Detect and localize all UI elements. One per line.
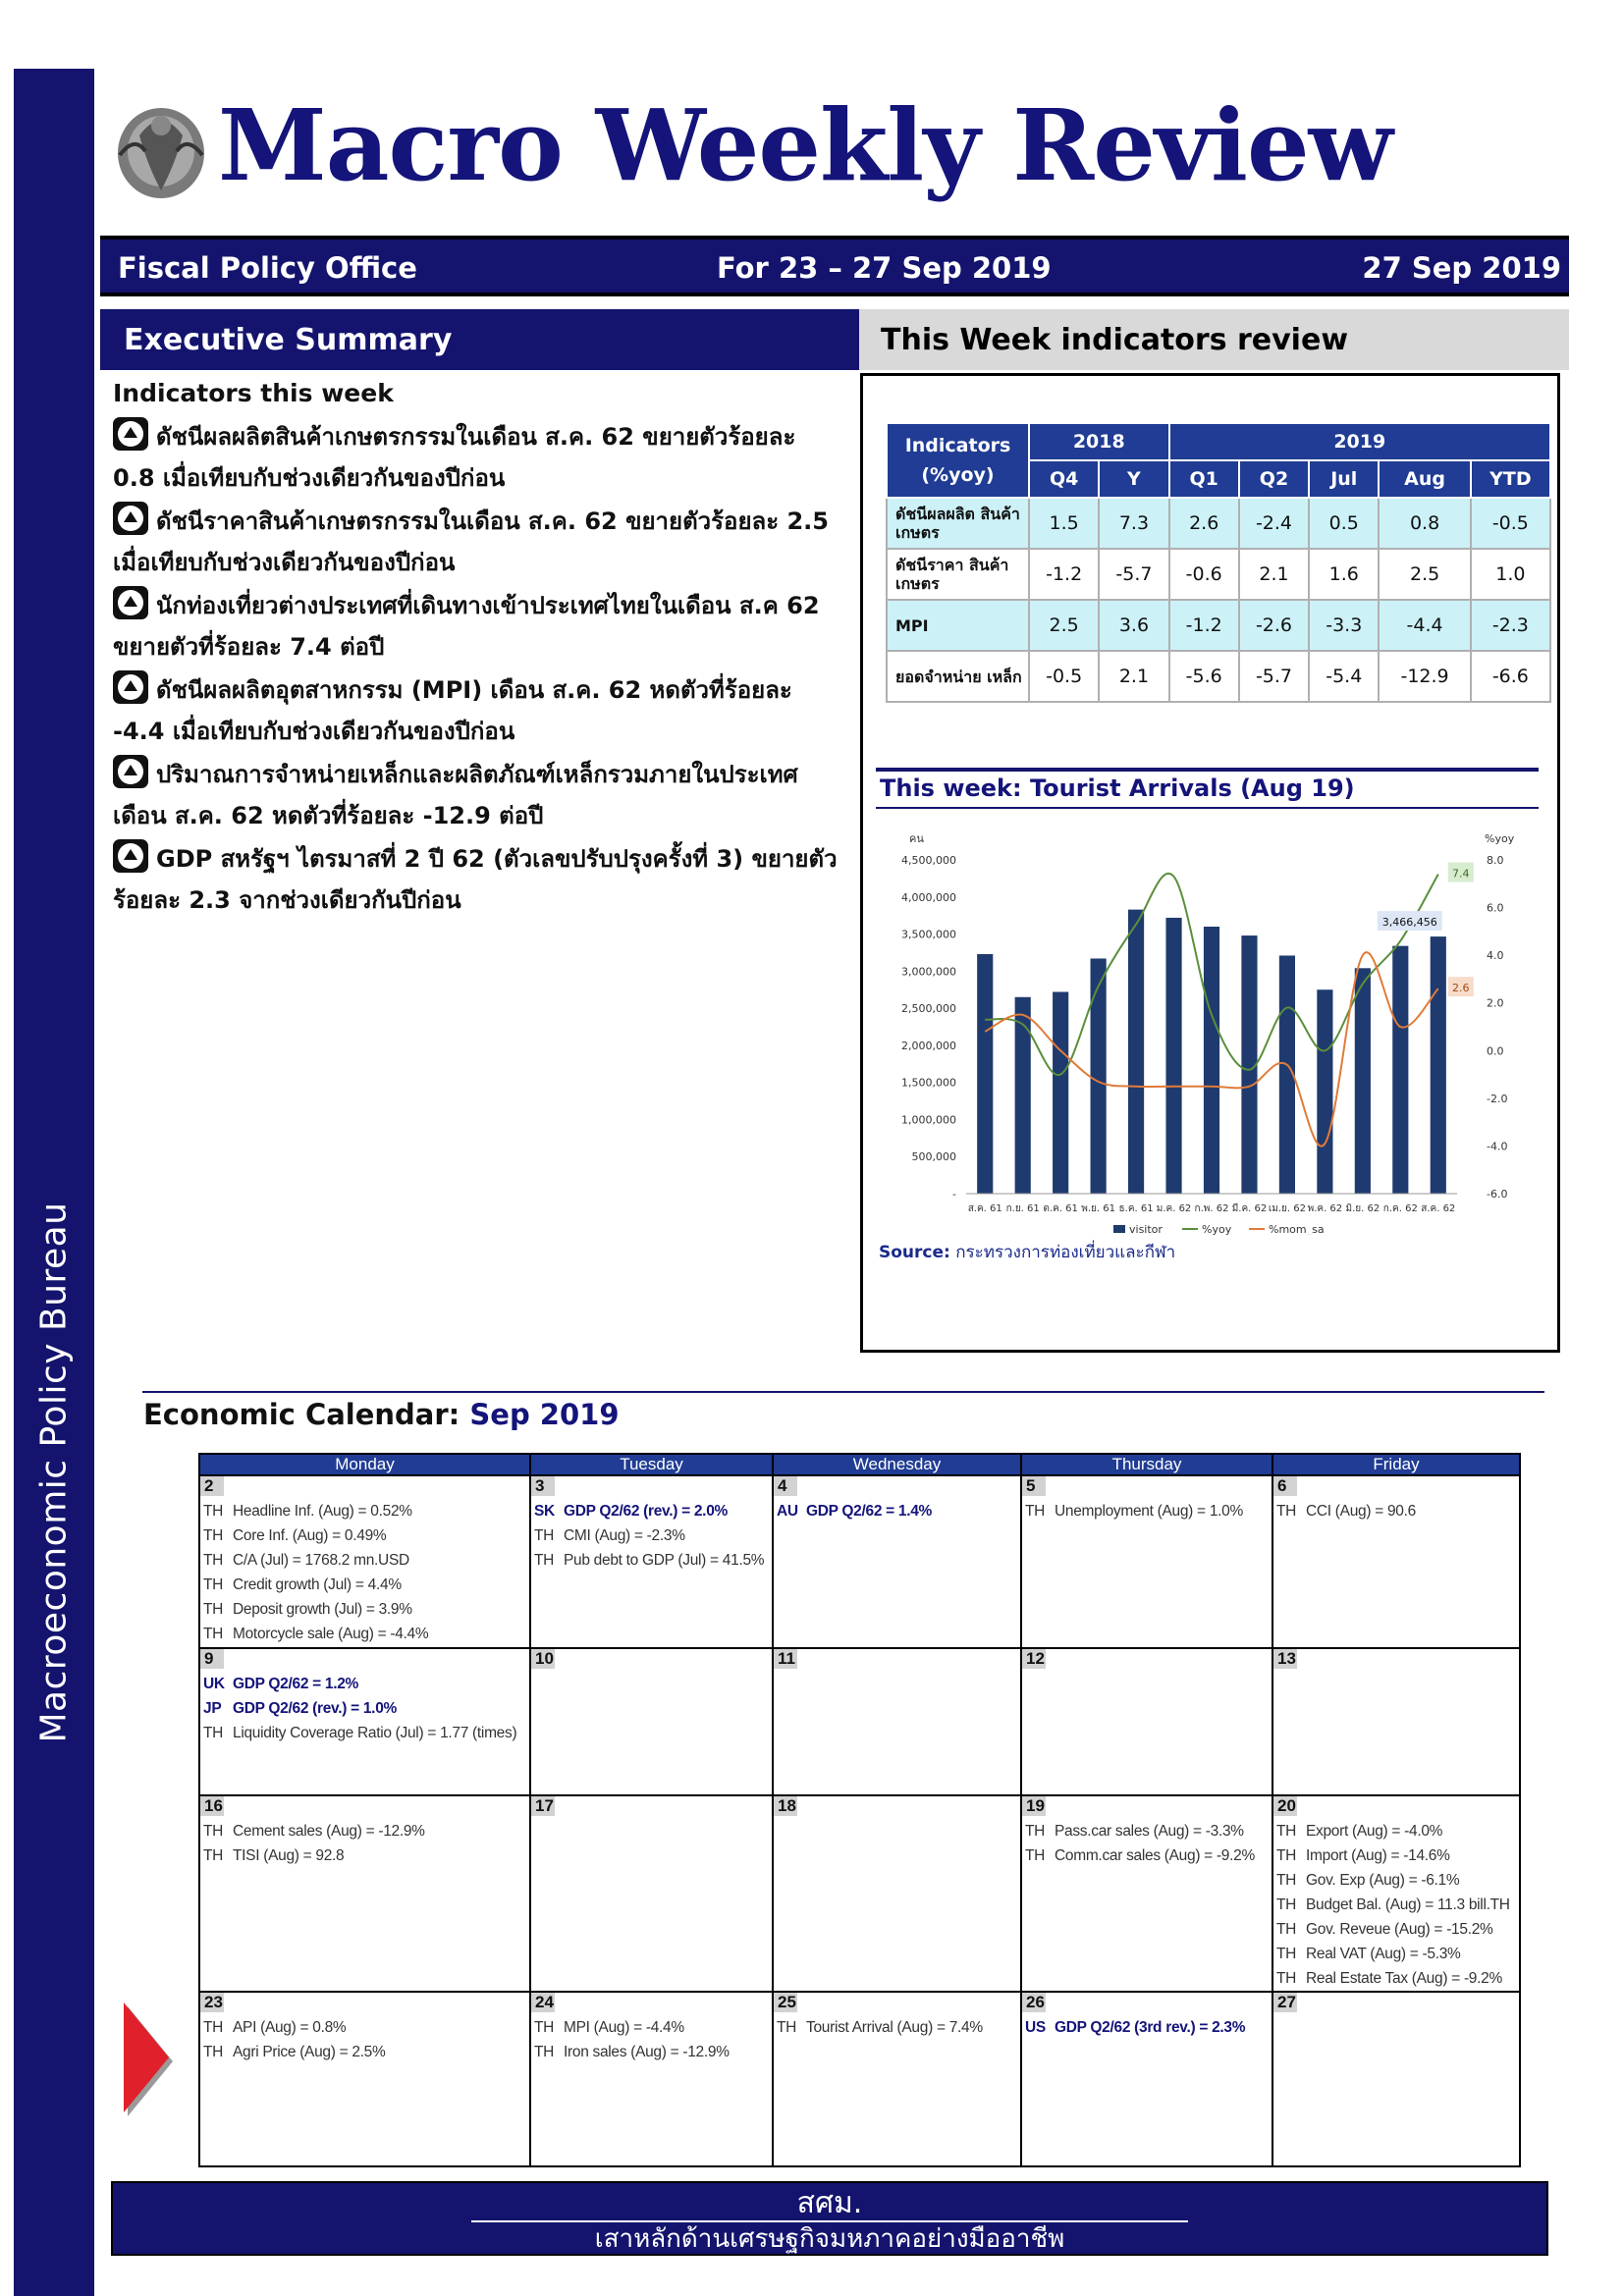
x-tick-label: ก.ค. 62 xyxy=(1382,1203,1418,1214)
country-code: TH xyxy=(203,1847,224,1864)
sidebar-band xyxy=(14,69,94,2296)
up-arrow-icon xyxy=(113,586,148,619)
event-text: Pass.car sales (Aug) = -3.3% xyxy=(1055,1823,1244,1840)
calendar-event xyxy=(1022,1843,1272,1868)
summary-item: ดัชนีราคาสินค้าเกษตรกรรมในเดือน ส.ค. 62 ขยายตัวร้อยละ 2.5 เมื่อเทียบกับช่วงเดียวกันของปีก่อน xyxy=(113,501,844,583)
y-tick-label: 2,000,000 xyxy=(901,1039,956,1052)
indicator-value: -1.2 xyxy=(1029,549,1099,600)
event-text: Unemployment (Aug) = 1.0% xyxy=(1055,1503,1243,1520)
header-bar xyxy=(100,236,1569,296)
calendar-event xyxy=(1273,1819,1519,1843)
calendar-event xyxy=(200,1843,529,1868)
event-text: GDP Q2/62 = 1.2% xyxy=(233,1676,359,1692)
calendar-day xyxy=(1021,1992,1272,2166)
event-text: MPI (Aug) = -4.4% xyxy=(564,2019,684,2036)
calendar-day xyxy=(199,1795,530,1992)
country-code: TH xyxy=(1276,1896,1297,1913)
country-code: TH xyxy=(534,2044,555,2060)
x-tick-label: ธ.ค. 61 xyxy=(1118,1203,1154,1214)
country-code: TH xyxy=(1276,1970,1297,1987)
calendar-day xyxy=(530,1475,773,1648)
calendar-day xyxy=(530,1795,773,1992)
indicator-value: -12.9 xyxy=(1379,651,1470,702)
chart-source: Source: กระทรวงการท่องเที่ยวและกีฬา xyxy=(879,1243,1176,1262)
day-number: 24 xyxy=(531,1993,555,2012)
indicators-review-header: This Week indicators review xyxy=(859,309,1569,370)
x-tick-label: พ.ค. 62 xyxy=(1307,1203,1343,1214)
visitor-bar xyxy=(1053,991,1068,1194)
visitor-bar xyxy=(1317,989,1332,1194)
country-code: TH xyxy=(203,1552,224,1569)
calendar-event xyxy=(200,1523,529,1548)
country-code: TH xyxy=(1025,1823,1046,1840)
executive-summary-header: Executive Summary xyxy=(100,309,859,370)
y2-tick-label: 4.0 xyxy=(1487,949,1504,963)
y-tick-label: 1,500,000 xyxy=(901,1076,956,1090)
y-axis-label: คน xyxy=(909,832,924,845)
period-column-header: Y xyxy=(1099,460,1168,498)
y2-tick-label: -6.0 xyxy=(1487,1188,1508,1201)
x-tick-label: มี.ค. 62 xyxy=(1231,1203,1268,1214)
calendar-week xyxy=(199,1992,1520,2166)
country-code: TH xyxy=(534,1527,555,1544)
calendar-event xyxy=(200,1548,529,1573)
event-text: Gov. Exp (Aug) = -6.1% xyxy=(1306,1872,1460,1889)
calendar-event xyxy=(200,2040,529,2064)
event-text: Budget Bal. (Aug) = 11.3 bill.TH xyxy=(1306,1896,1510,1913)
calendar-event xyxy=(774,1499,1020,1523)
visitor-bar xyxy=(1355,968,1371,1194)
chart-title-rule xyxy=(876,807,1539,809)
event-text: Export (Aug) = -4.0% xyxy=(1306,1823,1443,1840)
country-code: TH xyxy=(203,2019,224,2036)
country-code: TH xyxy=(1276,1872,1297,1889)
event-text: Tourist Arrival (Aug) = 7.4% xyxy=(806,2019,983,2036)
calendar-day xyxy=(1272,1475,1520,1648)
country-code: TH xyxy=(1025,1503,1046,1520)
visitor-bar xyxy=(1128,910,1144,1194)
indicator-row xyxy=(887,549,1550,600)
calendar-event xyxy=(531,2040,772,2064)
country-code: AU xyxy=(777,1503,798,1520)
calendar-day xyxy=(199,1475,530,1648)
indicator-value: -2.6 xyxy=(1239,600,1309,651)
calendar-week xyxy=(199,1475,1520,1648)
country-code: TH xyxy=(1276,1503,1297,1520)
calendar-event xyxy=(1022,2015,1272,2040)
footer-slogan: เสาหลักด้านเศรษฐกิจมหภาคอย่างมืออาชีพ xyxy=(594,2224,1065,2254)
day-number: 4 xyxy=(774,1476,797,1496)
up-arrow-icon xyxy=(113,839,148,873)
y2-tick-label: 0.0 xyxy=(1487,1044,1504,1058)
country-code: US xyxy=(1025,2019,1046,2036)
country-code: TH xyxy=(203,1626,224,1642)
calendar-event xyxy=(200,1597,529,1622)
event-text: Pub debt to GDP (Jul) = 41.5% xyxy=(564,1552,765,1569)
y-tick-label: 1,000,000 xyxy=(901,1113,956,1127)
year-2019-header: 2019 xyxy=(1169,423,1550,460)
y-tick-label: - xyxy=(952,1188,956,1201)
calendar-event xyxy=(200,1499,529,1523)
calendar-event xyxy=(1273,1868,1519,1893)
calendar-day xyxy=(530,1992,773,2166)
up-arrow-icon xyxy=(113,755,148,788)
event-text: GDP Q2/62 (3rd rev.) = 2.3% xyxy=(1055,2019,1246,2036)
country-code: TH xyxy=(1025,1847,1046,1864)
calendar-event xyxy=(1273,1942,1519,1966)
summary-list xyxy=(113,416,844,923)
day-number: 20 xyxy=(1273,1796,1297,1816)
calendar-event xyxy=(1273,1843,1519,1868)
indicators-column-header: Indicators (%yoy) xyxy=(887,423,1029,498)
event-text: Headline Inf. (Aug) = 0.52% xyxy=(233,1503,412,1520)
day-number: 10 xyxy=(531,1649,555,1669)
calendar-day xyxy=(199,1992,530,2166)
legend-mom: %mom_sa xyxy=(1269,1223,1325,1235)
calendar-event xyxy=(531,2015,772,2040)
event-text: Credit growth (Jul) = 4.4% xyxy=(233,1576,402,1593)
legend-visitor: visitor xyxy=(1129,1223,1163,1235)
calendar-event xyxy=(1273,1966,1519,1991)
event-text: Motorcycle sale (Aug) = -4.4% xyxy=(233,1626,429,1642)
indicator-value: 2.1 xyxy=(1239,549,1309,600)
country-code: JP xyxy=(203,1700,222,1717)
country-code: TH xyxy=(203,1725,224,1741)
y2-tick-label: 8.0 xyxy=(1487,854,1504,867)
chart-top-rule xyxy=(876,768,1539,772)
calendar-event xyxy=(1022,1819,1272,1843)
summary-item: นักท่องเที่ยวต่างประเทศที่เดินทางเข้าประเทศไทยในเดือน ส.ค 62 ขยายตัวที่ร้อยละ 7.4 ต่อปี xyxy=(113,585,844,667)
period-column-header: Jul xyxy=(1309,460,1379,498)
indicator-row xyxy=(887,651,1550,702)
calendar-event xyxy=(200,1819,529,1843)
y-tick-label: 500,000 xyxy=(911,1150,956,1164)
calendar-event xyxy=(200,1672,529,1696)
period-column-header: Q4 xyxy=(1029,460,1099,498)
visitor-bar xyxy=(977,954,993,1194)
indicator-name: ดัชนีผลผลิต สินค้าเกษตร xyxy=(887,498,1029,549)
x-tick-label: ก.ย. 61 xyxy=(1005,1203,1040,1214)
indicator-row xyxy=(887,600,1550,651)
calendar-day xyxy=(199,1648,530,1795)
weekday-header: Monday xyxy=(199,1454,530,1475)
calendar-event xyxy=(531,1499,772,1523)
indicator-value: 1.6 xyxy=(1309,549,1379,600)
country-code: TH xyxy=(1276,1946,1297,1962)
office-name: Fiscal Policy Office xyxy=(118,251,417,285)
day-number: 3 xyxy=(531,1476,555,1496)
calendar-event xyxy=(200,1622,529,1646)
period-column-header: Q2 xyxy=(1239,460,1309,498)
indicator-value: -2.3 xyxy=(1471,600,1550,651)
y-tick-label: 2,500,000 xyxy=(901,1002,956,1016)
calendar-event xyxy=(531,1523,772,1548)
calendar-day xyxy=(1272,1992,1520,2166)
indicator-value: 1.0 xyxy=(1471,549,1550,600)
mom-data-label: 2.6 xyxy=(1452,982,1470,995)
year-2018-header: 2018 xyxy=(1029,423,1169,460)
summary-item: ดัชนีผลผลิตอุตสาหกรรม (MPI) เดือน ส.ค. 62 หดตัวที่ร้อยละ -4.4 เมื่อเทียบกับช่วงเดียวกันของปีก่อน xyxy=(113,669,844,752)
country-code: TH xyxy=(203,1503,224,1520)
indicator-value: -5.7 xyxy=(1239,651,1309,702)
calendar-day xyxy=(530,1648,773,1795)
indicator-value: 7.3 xyxy=(1099,498,1168,549)
event-text: GDP Q2/62 = 1.4% xyxy=(806,1503,933,1520)
weekday-header: Friday xyxy=(1272,1454,1520,1475)
event-text: CCI (Aug) = 90.6 xyxy=(1306,1503,1416,1520)
event-text: Agri Price (Aug) = 2.5% xyxy=(233,2044,386,2060)
calendar-day xyxy=(773,1475,1021,1648)
indicator-value: -5.7 xyxy=(1099,549,1168,600)
event-text: API (Aug) = 0.8% xyxy=(233,2019,347,2036)
calendar-event xyxy=(531,1548,772,1573)
sidebar-label: Macroeconomic Policy Bureau xyxy=(33,1201,75,1743)
yoy-data-label: 7.4 xyxy=(1452,867,1470,881)
period-column-header: YTD xyxy=(1471,460,1550,498)
calendar-event xyxy=(200,1696,529,1721)
x-tick-label: เม.ย. 62 xyxy=(1268,1203,1306,1214)
event-text: Cement sales (Aug) = -12.9% xyxy=(233,1823,425,1840)
calendar-day xyxy=(773,1648,1021,1795)
indicator-value: -1.2 xyxy=(1169,600,1239,651)
country-code: TH xyxy=(203,1601,224,1618)
calendar-day xyxy=(773,1795,1021,1992)
y2-tick-label: 2.0 xyxy=(1487,996,1504,1010)
day-number: 16 xyxy=(200,1796,224,1816)
event-text: GDP Q2/62 (rev.) = 2.0% xyxy=(564,1503,728,1520)
day-number: 27 xyxy=(1273,1993,1297,2012)
indicator-value: 2.5 xyxy=(1029,600,1099,651)
x-tick-label: ส.ค. 62 xyxy=(1421,1203,1456,1214)
indicator-row xyxy=(887,498,1550,549)
day-number: 2 xyxy=(200,1476,224,1496)
day-number: 18 xyxy=(774,1796,797,1816)
day-number: 26 xyxy=(1022,1993,1046,2012)
indicator-value: 0.8 xyxy=(1379,498,1470,549)
event-text: GDP Q2/62 (rev.) = 1.0% xyxy=(233,1700,397,1717)
country-code: TH xyxy=(203,1823,224,1840)
footer-org: สศม. xyxy=(796,2186,863,2220)
day-number: 12 xyxy=(1022,1649,1046,1669)
indicator-value: -4.4 xyxy=(1379,600,1470,651)
calendar-event xyxy=(1273,1917,1519,1942)
day-number: 25 xyxy=(774,1993,797,2012)
day-number: 6 xyxy=(1273,1476,1297,1496)
chart-title: This week: Tourist Arrivals (Aug 19) xyxy=(880,774,1355,802)
indicator-value: -6.6 xyxy=(1471,651,1550,702)
event-text: C/A (Jul) = 1768.2 mn.USD xyxy=(233,1552,409,1569)
event-text: Real VAT (Aug) = -5.3% xyxy=(1306,1946,1461,1962)
legend-yoy: %yoy xyxy=(1202,1223,1232,1235)
visitor-bar xyxy=(1091,958,1107,1194)
current-week-arrow-icon xyxy=(124,2002,177,2120)
period-column-header: Q1 xyxy=(1169,460,1239,498)
day-number: 11 xyxy=(774,1649,797,1669)
indicator-value: -0.6 xyxy=(1169,549,1239,600)
country-code: TH xyxy=(1276,1823,1297,1840)
calendar-day xyxy=(1021,1648,1272,1795)
calendar-week xyxy=(199,1648,1520,1795)
indicator-value: -3.3 xyxy=(1309,600,1379,651)
y2-axis-label: %yoy xyxy=(1485,832,1515,845)
day-number: 9 xyxy=(200,1649,224,1669)
country-code: TH xyxy=(1276,1921,1297,1938)
calendar-day xyxy=(1021,1795,1272,1992)
x-tick-label: ม.ค. 62 xyxy=(1156,1203,1192,1214)
tourist-arrivals-chart xyxy=(868,813,1545,1235)
country-code: TH xyxy=(203,2044,224,2060)
visitor-data-label: 3,466,456 xyxy=(1381,916,1437,930)
visitor-bar xyxy=(1204,927,1219,1194)
x-tick-label: พ.ย. 61 xyxy=(1081,1203,1115,1214)
report-date: 27 Sep 2019 xyxy=(1362,251,1561,285)
calendar-event xyxy=(774,2015,1020,2040)
indicators-table xyxy=(886,422,1551,703)
country-code: TH xyxy=(534,1552,555,1569)
weekday-header: Thursday xyxy=(1021,1454,1272,1475)
y2-tick-label: -4.0 xyxy=(1487,1140,1508,1153)
weekday-header: Tuesday xyxy=(530,1454,773,1475)
footer-banner xyxy=(111,2181,1548,2256)
indicator-value: -5.6 xyxy=(1169,651,1239,702)
calendar-event xyxy=(1273,1893,1519,1917)
economic-calendar xyxy=(198,1453,1521,2167)
country-code: TH xyxy=(203,1527,224,1544)
country-code: TH xyxy=(1276,1847,1297,1864)
visitor-bar xyxy=(1392,946,1408,1194)
x-tick-label: ก.พ. 62 xyxy=(1194,1203,1229,1214)
calendar-day xyxy=(1272,1648,1520,1795)
y-tick-label: 4,000,000 xyxy=(901,890,956,904)
calendar-event xyxy=(200,2015,529,2040)
summary-item: ปริมาณการจำหน่ายเหล็กและผลิตภัณฑ์เหล็กรวมภายในประเทศเดือน ส.ค. 62 หดตัวที่ร้อยละ -12.9 ต่อปี xyxy=(113,754,844,836)
calendar-day xyxy=(1021,1475,1272,1648)
x-tick-label: ส.ค. 61 xyxy=(967,1203,1002,1214)
weekday-header: Wednesday xyxy=(773,1454,1021,1475)
visitor-bar xyxy=(1015,997,1031,1194)
y-tick-label: 3,000,000 xyxy=(901,965,956,979)
summary-item: ดัชนีผลผลิตสินค้าเกษตรกรรมในเดือน ส.ค. 62 ขยายตัวร้อยละ 0.8 เมื่อเทียบกับช่วงเดียวกันของปีก่อน xyxy=(113,416,844,499)
indicator-name: ดัชนีราคา สินค้าเกษตร xyxy=(887,549,1029,600)
indicator-value: 0.5 xyxy=(1309,498,1379,549)
indicators-title: Indicators this week xyxy=(113,379,394,407)
calendar-week xyxy=(199,1795,1520,1992)
up-arrow-icon xyxy=(113,670,148,704)
garuda-logo-icon xyxy=(110,96,212,206)
up-arrow-icon xyxy=(113,502,148,535)
x-tick-label: มิ.ย. 62 xyxy=(1345,1203,1380,1214)
up-arrow-icon xyxy=(113,417,148,451)
calendar-day xyxy=(773,1992,1021,2166)
event-text: Liquidity Coverage Ratio (Jul) = 1.77 (times) xyxy=(233,1725,517,1741)
calendar-event xyxy=(200,1721,529,1745)
event-text: Import (Aug) = -14.6% xyxy=(1306,1847,1450,1864)
day-number: 17 xyxy=(531,1796,555,1816)
indicator-value: -0.5 xyxy=(1471,498,1550,549)
event-text: Comm.car sales (Aug) = -9.2% xyxy=(1055,1847,1255,1864)
indicator-value: -5.4 xyxy=(1309,651,1379,702)
country-code: TH xyxy=(777,2019,797,2036)
masthead-title: Macro Weekly Review xyxy=(218,87,1392,203)
legend-visitor-swatch xyxy=(1113,1225,1125,1233)
day-number: 5 xyxy=(1022,1476,1046,1496)
indicator-value: 3.6 xyxy=(1099,600,1168,651)
day-number: 23 xyxy=(200,1993,224,2012)
indicator-value: -0.5 xyxy=(1029,651,1099,702)
day-number: 13 xyxy=(1273,1649,1297,1669)
indicator-value: 2.6 xyxy=(1169,498,1239,549)
event-text: CMI (Aug) = -2.3% xyxy=(564,1527,685,1544)
event-text: Iron sales (Aug) = -12.9% xyxy=(564,2044,730,2060)
country-code: UK xyxy=(203,1676,225,1692)
country-code: TH xyxy=(534,2019,555,2036)
summary-item: GDP สหรัฐฯ ไตรมาสที่ 2 ปี 62 (ตัวเลขปรับปรุงครั้งที่ 3) ขยายตัวร้อยละ 2.3 จากช่วงเดียวกันปีก่อน xyxy=(113,838,844,921)
y-tick-label: 3,500,000 xyxy=(901,928,956,941)
indicator-value: 1.5 xyxy=(1029,498,1099,549)
indicator-value: -2.4 xyxy=(1239,498,1309,549)
event-text: TISI (Aug) = 92.8 xyxy=(233,1847,345,1864)
country-code: TH xyxy=(203,1576,224,1593)
report-period: For 23 – 27 Sep 2019 xyxy=(717,251,1052,285)
x-tick-label: ต.ค. 61 xyxy=(1043,1203,1078,1214)
calendar-event xyxy=(200,1573,529,1597)
event-text: Gov. Reveue (Aug) = -15.2% xyxy=(1306,1921,1493,1938)
visitor-bar xyxy=(1431,936,1446,1194)
day-number: 19 xyxy=(1022,1796,1046,1816)
indicator-value: 2.1 xyxy=(1099,651,1168,702)
calendar-event xyxy=(1022,1499,1272,1523)
event-text: Real Estate Tax (Aug) = -9.2% xyxy=(1306,1970,1502,1987)
calendar-title: Economic Calendar: Sep 2019 xyxy=(143,1398,620,1431)
calendar-event xyxy=(1273,1499,1519,1523)
period-column-header: Aug xyxy=(1379,460,1470,498)
indicator-value: 2.5 xyxy=(1379,549,1470,600)
y-tick-label: 4,500,000 xyxy=(901,854,956,867)
event-text: Deposit growth (Jul) = 3.9% xyxy=(233,1601,412,1618)
calendar-rule xyxy=(142,1391,1544,1393)
calendar-day xyxy=(1272,1795,1520,1992)
indicator-name: MPI xyxy=(887,600,1029,651)
y2-tick-label: -2.0 xyxy=(1487,1092,1508,1105)
country-code: SK xyxy=(534,1503,555,1520)
indicator-name: ยอดจำหน่าย เหล็ก xyxy=(887,651,1029,702)
event-text: Core Inf. (Aug) = 0.49% xyxy=(233,1527,387,1544)
y2-tick-label: 6.0 xyxy=(1487,901,1504,915)
visitor-bar xyxy=(1165,918,1181,1194)
